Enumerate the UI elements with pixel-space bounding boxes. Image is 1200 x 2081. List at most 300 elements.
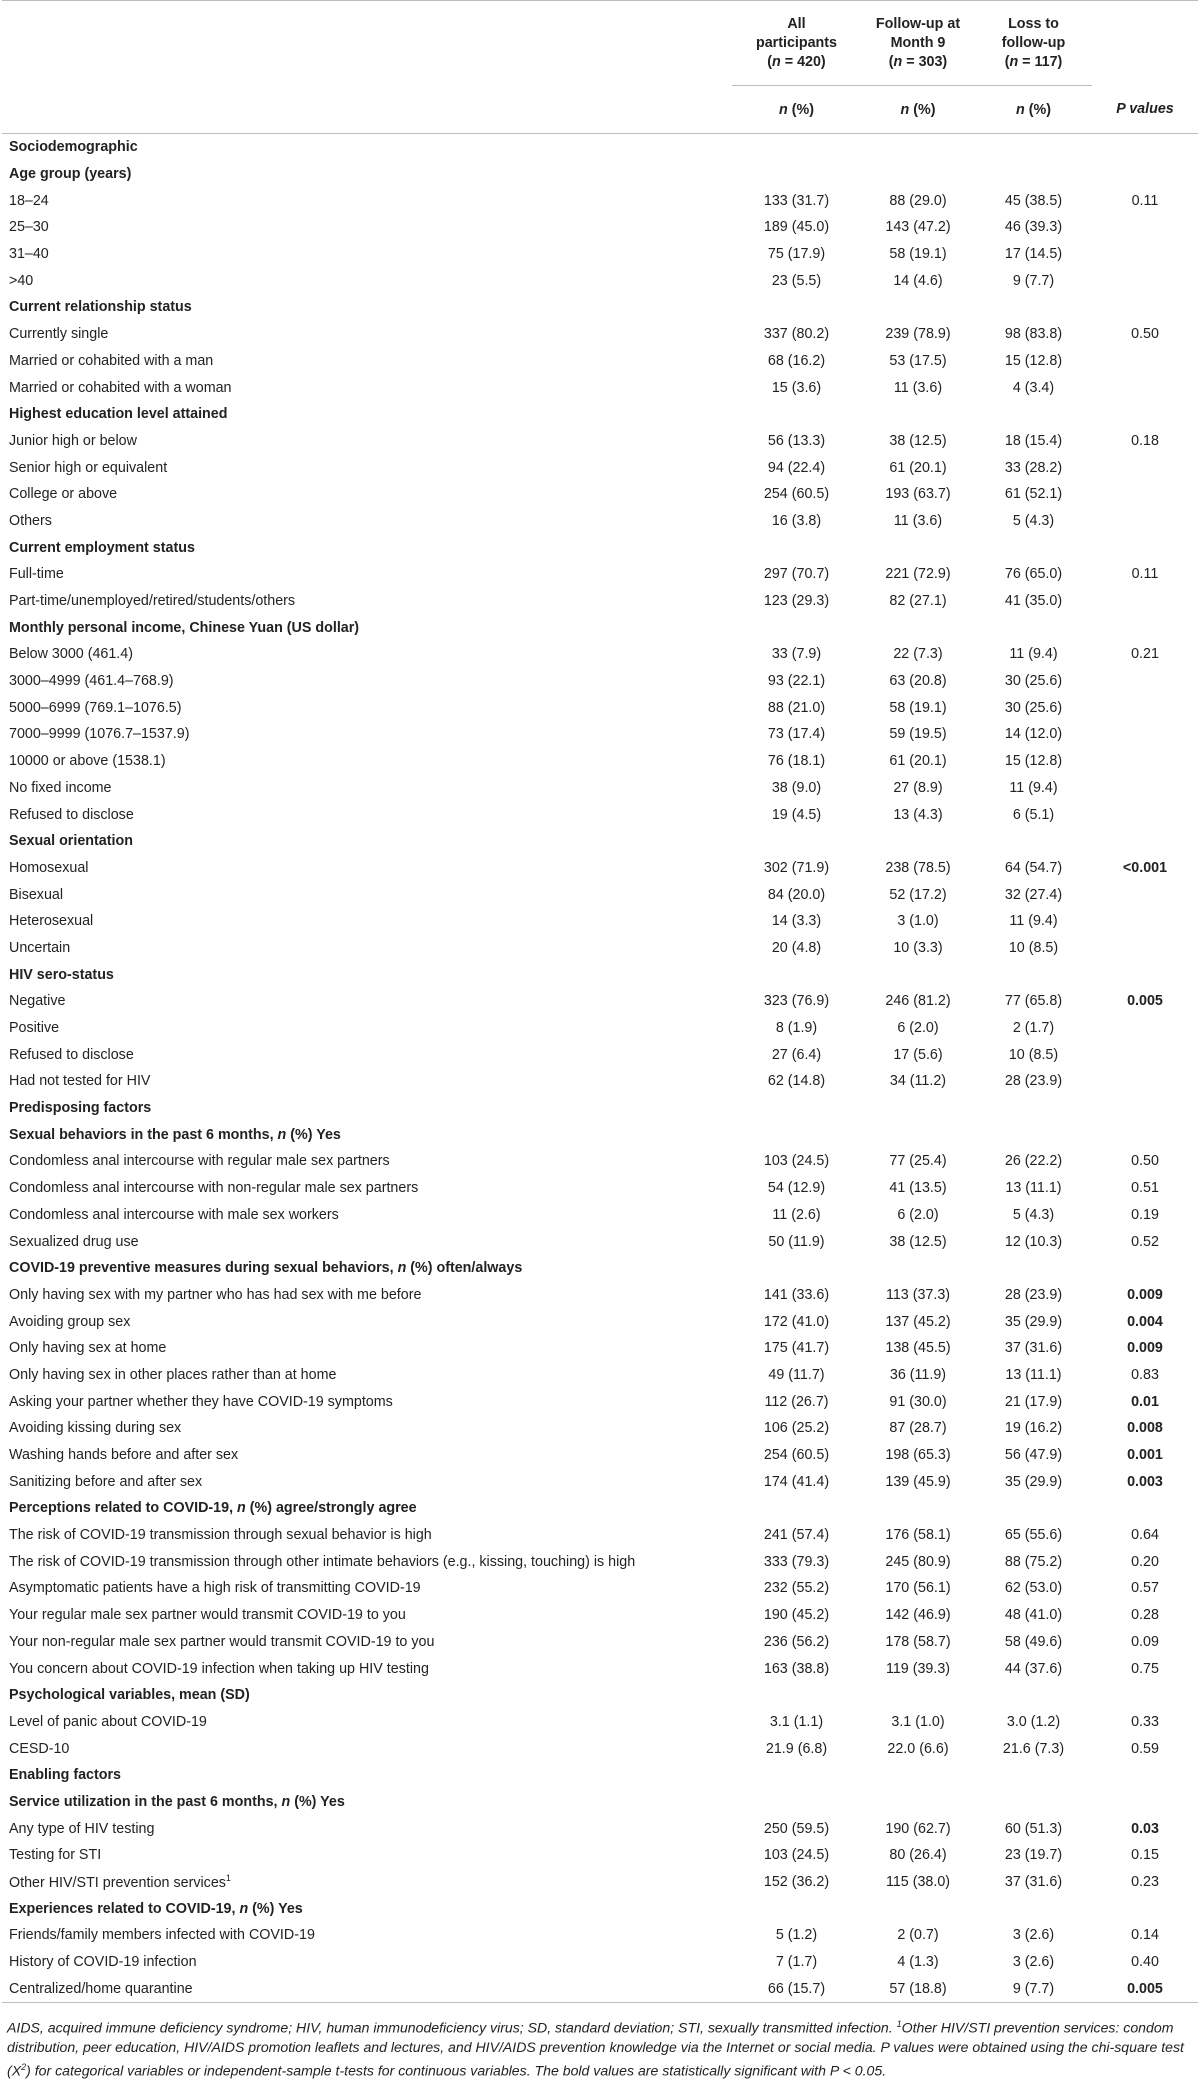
cell-follow-up: 119 (39.3) xyxy=(885,1660,951,1677)
cell-all: 16 (3.8) xyxy=(771,512,822,529)
cell-follow-up: 36 (11.9) xyxy=(889,1366,947,1383)
cell-lost: 5 (4.3) xyxy=(1012,1206,1055,1223)
row-label: Other HIV/STI prevention services$^1$ xyxy=(9,1873,231,1891)
cell-lost: 11 (9.4) xyxy=(1009,646,1058,663)
table-row xyxy=(2,1815,1198,1842)
cell-lost: 21.6 (7.3) xyxy=(1002,1740,1065,1757)
cell-lost: 3 (2.6) xyxy=(1012,1927,1055,1944)
category-label: Psychological variables, mean (SD) xyxy=(9,1687,250,1704)
cell-p-value: 0.83 xyxy=(1131,1366,1159,1383)
cell-lost: 14 (12.0) xyxy=(1004,726,1063,743)
footnote-marker: 1 xyxy=(225,1873,231,1884)
table-row xyxy=(2,561,1198,588)
cell-p-value: 0.004 xyxy=(1127,1313,1163,1330)
table-row xyxy=(2,1015,1198,1042)
row-label: Part-time/unemployed/retired/students/others xyxy=(9,593,296,610)
table-row xyxy=(2,1415,1198,1442)
cell-follow-up: 178 (58.7) xyxy=(885,1633,951,1650)
cell-follow-up: 77 (25.4) xyxy=(889,1153,947,1170)
cell-follow-up: 113 (37.3) xyxy=(885,1286,951,1303)
cell-lost: 6 (5.1) xyxy=(1012,806,1055,823)
cell-follow-up: 63 (20.8) xyxy=(889,673,947,690)
table-row xyxy=(2,1709,1198,1736)
row-label: The risk of COVID-19 transmission through other intimate behaviors (e.g., kissing, touching) is high xyxy=(9,1553,636,1570)
cell-lost: 11 (9.4) xyxy=(1009,779,1058,796)
cell-follow-up: 139 (45.9) xyxy=(885,1473,951,1490)
cell-all: 19 (4.5) xyxy=(771,806,822,823)
cell-follow-up: 6 (2.0) xyxy=(897,1020,939,1037)
cell-all: 88 (21.0) xyxy=(767,699,826,716)
cell-lost: 26 (22.2) xyxy=(1004,1153,1063,1170)
table-row xyxy=(2,1869,1198,1896)
cell-p-value: 0.21 xyxy=(1131,646,1159,663)
cell-follow-up: 58 (19.1) xyxy=(889,246,947,263)
table-row xyxy=(2,481,1198,508)
cell-follow-up: 57 (18.8) xyxy=(861,1975,975,2002)
row-label: Uncertain xyxy=(9,939,71,956)
cell-lost: 19 (16.2) xyxy=(1004,1420,1063,1437)
row-label: College or above xyxy=(9,486,118,503)
row-label: Your regular male sex partner would transmit COVID-19 to you xyxy=(9,1607,406,1624)
cell-all: 163 (38.8) xyxy=(763,1660,830,1677)
table-row xyxy=(2,1362,1198,1389)
cell-follow-up: 61 (20.1) xyxy=(889,459,947,476)
cell-p-value xyxy=(1092,508,1198,535)
row-label: Refused to disclose xyxy=(9,1046,134,1063)
category-row xyxy=(2,1255,1198,1282)
row-label: Junior high or below xyxy=(9,432,137,449)
table-row xyxy=(2,1602,1198,1629)
category-row xyxy=(2,614,1198,641)
category-label: Age group (years) xyxy=(9,166,132,183)
cell-lost: 98 (83.8) xyxy=(1004,326,1063,343)
cell-follow-up: 115 (38.0) xyxy=(885,1874,951,1891)
cell-p-value: 0.51 xyxy=(1131,1180,1159,1197)
table-row xyxy=(2,588,1198,615)
table-row xyxy=(2,348,1198,375)
table-row xyxy=(2,1842,1198,1869)
cell-lost: 60 (51.3) xyxy=(1004,1820,1063,1837)
row-label: 5000–6999 (769.1–1076.5) xyxy=(9,699,182,716)
row-label: You concern about COVID-19 infection when taking up HIV testing xyxy=(9,1660,429,1677)
cell-all: 8 (1.9) xyxy=(775,1020,818,1037)
cell-p-value xyxy=(1092,267,1198,294)
cell-follow-up: 41 (13.5) xyxy=(889,1180,947,1197)
cell-p-value xyxy=(1092,801,1198,828)
cell-all: 174 (41.4) xyxy=(763,1473,830,1490)
row-label: Your non-regular male sex partner would transmit COVID-19 to you xyxy=(9,1633,435,1650)
cell-p-value: 0.40 xyxy=(1131,1954,1159,1971)
cell-follow-up: 34 (11.2) xyxy=(889,1073,947,1090)
category-label: Sociodemographic xyxy=(9,139,138,156)
table-row xyxy=(2,855,1198,882)
cell-follow-up: 82 (27.1) xyxy=(889,593,947,610)
cell-all: 133 (31.7) xyxy=(763,192,830,209)
row-label: History of COVID-19 infection xyxy=(9,1954,197,1971)
cell-lost: 4 (3.4) xyxy=(1012,379,1055,396)
cell-lost: 11 (9.4) xyxy=(1009,913,1058,930)
row-label: Positive xyxy=(9,1020,60,1037)
cell-lost: 77 (65.8) xyxy=(1004,993,1063,1010)
cell-p-value: 0.57 xyxy=(1131,1580,1159,1597)
cell-p-value: 0.52 xyxy=(1131,1233,1159,1250)
cell-p-value: 0.50 xyxy=(1131,1153,1159,1170)
row-label: The risk of COVID-19 transmission through sexual behavior is high xyxy=(9,1527,432,1544)
table-body xyxy=(2,134,1198,2003)
cell-lost: 15 (12.8) xyxy=(1004,352,1063,369)
row-label: Sanitizing before and after sex xyxy=(9,1473,203,1490)
cell-all: 23 (5.5) xyxy=(771,272,822,289)
cell-p-value xyxy=(1092,1068,1198,1095)
cell-follow-up: 190 (62.7) xyxy=(885,1820,951,1837)
row-label: 3000–4999 (461.4–768.9) xyxy=(9,673,174,690)
cell-lost: 33 (28.2) xyxy=(1004,459,1063,476)
category-row xyxy=(2,1495,1198,1522)
table-row xyxy=(2,508,1198,535)
table-row xyxy=(2,374,1198,401)
cell-p-value: 0.15 xyxy=(1131,1847,1159,1864)
cell-follow-up: 142 (46.9) xyxy=(885,1607,951,1624)
cell-lost: 44 (37.6) xyxy=(1004,1660,1063,1677)
table-row xyxy=(2,1468,1198,1495)
cell-follow-up: 22 (7.3) xyxy=(893,646,943,663)
cell-all: 27 (6.4) xyxy=(771,1046,822,1063)
row-label: Currently single xyxy=(9,326,109,343)
cell-all: 94 (22.4) xyxy=(767,459,826,476)
table-row xyxy=(2,775,1198,802)
cell-p-value: 0.33 xyxy=(1131,1713,1159,1730)
cell-lost: 13 (11.1) xyxy=(1005,1366,1062,1383)
category-row xyxy=(2,134,1198,161)
cell-lost: 10 (8.5) xyxy=(1008,939,1059,956)
cell-lost: 30 (25.6) xyxy=(1004,699,1063,716)
cell-all: 323 (76.9) xyxy=(763,993,830,1010)
cell-follow-up: 91 (30.0) xyxy=(889,1393,947,1410)
table-row xyxy=(2,1068,1198,1095)
cell-lost: 23 (19.7) xyxy=(1004,1847,1063,1864)
cell-lost: 45 (38.5) xyxy=(1004,192,1063,209)
cell-p-value: 0.14 xyxy=(1131,1927,1159,1944)
cell-lost: 9 (7.7) xyxy=(975,1975,1092,2002)
row-label: 18–24 xyxy=(9,192,49,209)
cell-lost: 76 (65.0) xyxy=(1004,566,1063,583)
row-label: Condomless anal intercourse with male sex workers xyxy=(9,1206,339,1223)
category-label: Enabling factors xyxy=(9,1767,122,1784)
cell-all: 14 (3.3) xyxy=(771,913,822,930)
cell-p-value: 0.19 xyxy=(1131,1206,1159,1223)
cell-all: 232 (55.2) xyxy=(763,1580,830,1597)
cell-all: 152 (36.2) xyxy=(763,1874,830,1891)
table-row xyxy=(2,935,1198,962)
table-row xyxy=(2,1975,1198,2002)
cell-lost: 12 (10.3) xyxy=(1004,1233,1063,1250)
cell-p-value xyxy=(1092,1041,1198,1068)
table-row xyxy=(2,881,1198,908)
row-label: Only having sex in other places rather than at home xyxy=(9,1366,337,1383)
cell-p-value: 0.28 xyxy=(1131,1607,1159,1624)
category-row xyxy=(2,534,1198,561)
category-row xyxy=(2,828,1198,855)
cell-follow-up: 59 (19.5) xyxy=(889,726,947,743)
row-label: Condomless anal intercourse with non-regular male sex partners xyxy=(9,1180,419,1197)
cell-p-value xyxy=(1092,454,1198,481)
cell-lost: 88 (75.2) xyxy=(1004,1553,1063,1570)
table-row xyxy=(2,214,1198,241)
table-row xyxy=(2,1735,1198,1762)
cell-follow-up: 245 (80.9) xyxy=(885,1553,951,1570)
cell-p-value: 0.008 xyxy=(1127,1420,1163,1437)
cell-all: 250 (59.5) xyxy=(763,1820,830,1837)
cell-follow-up: 13 (4.3) xyxy=(893,806,943,823)
cell-all: 241 (57.4) xyxy=(763,1527,830,1544)
cell-all: 254 (60.5) xyxy=(763,1447,830,1464)
row-label: Refused to disclose xyxy=(9,806,134,823)
cell-follow-up: 138 (45.5) xyxy=(885,1340,951,1357)
cell-all: 75 (17.9) xyxy=(767,246,826,263)
cell-lost: 17 (14.5) xyxy=(1004,246,1063,263)
cell-all: 103 (24.5) xyxy=(763,1153,830,1170)
table-row xyxy=(2,321,1198,348)
table-row xyxy=(2,267,1198,294)
row-label: Full-time xyxy=(9,566,64,583)
category-row xyxy=(2,1121,1198,1148)
row-label: Avoiding group sex xyxy=(9,1313,131,1330)
cell-lost: 61 (52.1) xyxy=(1004,486,1063,503)
cell-all: 15 (3.6) xyxy=(771,379,822,396)
row-label: Heterosexual xyxy=(9,913,94,930)
cell-lost: 48 (41.0) xyxy=(1004,1607,1063,1624)
table-row xyxy=(2,1282,1198,1309)
cell-p-value xyxy=(1092,241,1198,268)
cell-follow-up: 193 (63.7) xyxy=(885,486,951,503)
cell-p-value xyxy=(1092,1015,1198,1042)
cell-p-value xyxy=(1092,694,1198,721)
cell-follow-up: 11 (3.6) xyxy=(893,379,943,396)
table-row xyxy=(2,641,1198,668)
table-row xyxy=(2,1442,1198,1469)
cell-follow-up: 3.1 (1.0) xyxy=(891,1713,945,1730)
cell-follow-up: 87 (28.7) xyxy=(889,1420,947,1437)
cell-all: 189 (45.0) xyxy=(763,219,830,236)
row-label: Condomless anal intercourse with regular male sex partners xyxy=(9,1153,390,1170)
cell-p-value: 0.23 xyxy=(1131,1874,1159,1891)
cell-lost: 15 (12.8) xyxy=(1004,753,1063,770)
category-row xyxy=(2,1762,1198,1789)
table-row xyxy=(2,988,1198,1015)
table-row xyxy=(2,1388,1198,1415)
cell-all: 3.1 (1.1) xyxy=(769,1713,824,1730)
cell-p-value: 0.11 xyxy=(1131,192,1159,209)
cell-follow-up: 27 (8.9) xyxy=(893,779,943,796)
table-row xyxy=(2,1175,1198,1202)
category-label: Current employment status xyxy=(9,539,195,556)
row-label: Senior high or equivalent xyxy=(9,459,168,476)
cell-all: 49 (11.7) xyxy=(768,1366,825,1383)
category-row xyxy=(2,294,1198,321)
cell-lost: 58 (49.6) xyxy=(1004,1633,1063,1650)
cell-all: 62 (14.8) xyxy=(767,1073,826,1090)
cell-all: 21.9 (6.8) xyxy=(765,1740,828,1757)
cell-all: 254 (60.5) xyxy=(763,486,830,503)
category-label: Predisposing factors xyxy=(9,1100,152,1117)
cell-p-value xyxy=(1092,481,1198,508)
table-row xyxy=(2,1308,1198,1335)
cell-p-value xyxy=(1092,935,1198,962)
subheader-n-follow-up: n (%) xyxy=(861,86,975,134)
row-label: Others xyxy=(9,512,52,529)
table-row xyxy=(2,1575,1198,1602)
header-row xyxy=(2,1,1198,86)
cell-p-value xyxy=(1092,668,1198,695)
cell-all: 236 (56.2) xyxy=(763,1633,830,1650)
category-row xyxy=(2,1895,1198,1922)
category-label: Perceptions related to COVID-19, n (%) agree/strongly agree xyxy=(9,1500,417,1517)
cell-all: 54 (12.9) xyxy=(767,1180,826,1197)
cell-p-value: 0.005 xyxy=(1127,993,1163,1010)
cell-lost: 10 (8.5) xyxy=(1008,1046,1059,1063)
table-row xyxy=(2,1041,1198,1068)
cell-all: 38 (9.0) xyxy=(771,779,822,796)
category-row xyxy=(2,161,1198,188)
cell-lost: 46 (39.3) xyxy=(1004,219,1063,236)
cell-follow-up: 221 (72.9) xyxy=(885,566,951,583)
cell-all: 141 (33.6) xyxy=(763,1286,830,1303)
table-row xyxy=(2,1202,1198,1229)
table-row xyxy=(2,1522,1198,1549)
row-label: Any type of HIV testing xyxy=(9,1820,155,1837)
row-label: Asymptomatic patients have a high risk of transmitting COVID-19 xyxy=(9,1580,421,1597)
table-row xyxy=(2,668,1198,695)
cell-all: 333 (79.3) xyxy=(763,1553,830,1570)
row-label: 10000 or above (1538.1) xyxy=(9,753,166,770)
cell-lost: 13 (11.1) xyxy=(1005,1180,1062,1197)
cell-follow-up: 22.0 (6.6) xyxy=(887,1740,949,1757)
cell-all: 20 (4.8) xyxy=(771,939,822,956)
cell-lost: 18 (15.4) xyxy=(1004,432,1063,449)
cell-follow-up: 137 (45.2) xyxy=(885,1313,951,1330)
cell-all: 11 (2.6) xyxy=(772,1206,821,1223)
cell-p-value xyxy=(1092,908,1198,935)
table-row xyxy=(2,1629,1198,1656)
cell-p-value xyxy=(1092,775,1198,802)
cell-follow-up: 2 (0.7) xyxy=(897,1927,939,1944)
table-row xyxy=(2,721,1198,748)
cell-p-value: 0.005 xyxy=(1092,1975,1198,2002)
characteristics-table xyxy=(2,0,1198,2003)
cell-follow-up: 88 (29.0) xyxy=(889,192,947,209)
cell-all: 56 (13.3) xyxy=(767,432,826,449)
cell-p-value xyxy=(1092,588,1198,615)
row-label: Asking your partner whether they have COVID-19 symptoms xyxy=(9,1393,393,1410)
cell-p-value: 0.50 xyxy=(1131,326,1159,343)
cell-all: 76 (18.1) xyxy=(767,753,826,770)
cell-all: 7 (1.7) xyxy=(775,1954,818,1971)
cell-follow-up: 198 (65.3) xyxy=(885,1447,951,1464)
cell-p-value xyxy=(1092,881,1198,908)
row-label: Married or cohabited with a woman xyxy=(9,379,232,396)
cell-all: 5 (1.2) xyxy=(775,1927,818,1944)
category-label: Monthly personal income, Chinese Yuan (US dollar) xyxy=(9,619,360,636)
cell-lost: 41 (35.0) xyxy=(1004,593,1063,610)
subheader-n-lost: n (%) xyxy=(975,86,1092,134)
row-label: Friends/family members infected with COVID-19 xyxy=(9,1927,315,1944)
table-row xyxy=(2,454,1198,481)
row-label: 7000–9999 (1076.7–1537.9) xyxy=(9,726,190,743)
cell-follow-up: 238 (78.5) xyxy=(885,859,951,876)
row-label: 31–40 xyxy=(9,246,49,263)
subheader-row xyxy=(2,86,1198,134)
cell-p-value: 0.03 xyxy=(1131,1820,1159,1837)
cell-all: 106 (25.2) xyxy=(763,1420,830,1437)
row-label: Washing hands before and after sex xyxy=(9,1447,239,1464)
cell-all: 175 (41.7) xyxy=(763,1340,830,1357)
row-label: Homosexual xyxy=(9,859,89,876)
cell-all: 68 (16.2) xyxy=(767,352,826,369)
category-label: COVID-19 preventive measures during sexual behaviors, n (%) often/always xyxy=(9,1260,523,1277)
cell-lost: 28 (23.9) xyxy=(1004,1286,1063,1303)
cell-lost: 32 (27.4) xyxy=(1004,886,1063,903)
table-row xyxy=(2,187,1198,214)
cell-all: 112 (26.7) xyxy=(764,1393,829,1410)
cell-all: 66 (15.7) xyxy=(732,1975,861,2002)
cell-p-value: 0.75 xyxy=(1131,1660,1159,1677)
cell-p-value: 0.01 xyxy=(1131,1393,1159,1410)
cell-follow-up: 17 (5.6) xyxy=(893,1046,943,1063)
cell-lost: 64 (54.7) xyxy=(1004,859,1063,876)
cell-follow-up: 80 (26.4) xyxy=(889,1847,947,1864)
category-row xyxy=(2,1095,1198,1122)
cell-follow-up: 53 (17.5) xyxy=(889,352,947,369)
table-row xyxy=(2,801,1198,828)
cell-all: 33 (7.9) xyxy=(771,646,822,663)
row-label: Negative xyxy=(9,993,66,1010)
cell-lost: 3 (2.6) xyxy=(1012,1954,1055,1971)
cell-lost: 30 (25.6) xyxy=(1004,673,1063,690)
table-row xyxy=(2,1655,1198,1682)
cell-p-value: 0.11 xyxy=(1131,566,1159,583)
cell-p-value: 0.18 xyxy=(1131,432,1159,449)
row-label: Level of panic about COVID-19 xyxy=(9,1713,207,1730)
row-label: Centralized/home quarantine xyxy=(2,1975,732,2002)
category-row xyxy=(2,961,1198,988)
header-blank xyxy=(2,1,732,86)
category-row xyxy=(2,1789,1198,1816)
table-row xyxy=(2,908,1198,935)
table-row xyxy=(2,1949,1198,1976)
header-loss-to-follow-up: Loss to follow-up (n = 117) xyxy=(975,1,1092,86)
row-label: Only having sex at home xyxy=(9,1340,167,1357)
header-follow-up: Follow-up at Month 9 (n = 303) xyxy=(861,1,975,86)
row-label: 25–30 xyxy=(9,219,49,236)
row-label: Testing for STI xyxy=(9,1847,102,1864)
row-label: Avoiding kissing during sex xyxy=(9,1420,182,1437)
category-label: Sexual behaviors in the past 6 months, n (%) Yes xyxy=(9,1126,341,1143)
subheader-n-all: n (%) xyxy=(732,86,861,134)
cell-all: 50 (11.9) xyxy=(768,1233,825,1250)
cell-follow-up: 14 (4.6) xyxy=(893,272,943,289)
row-label: CESD-10 xyxy=(9,1740,70,1757)
cell-all: 172 (41.0) xyxy=(763,1313,830,1330)
cell-p-value: 0.20 xyxy=(1131,1553,1159,1570)
cell-lost: 3.0 (1.2) xyxy=(1006,1713,1061,1730)
cell-lost: 21 (17.9) xyxy=(1004,1393,1063,1410)
cell-lost: 2 (1.7) xyxy=(1012,1020,1055,1037)
cell-p-value: 0.009 xyxy=(1127,1340,1163,1357)
cell-p-value xyxy=(1092,374,1198,401)
header-all-participants: All participants (n = 420) xyxy=(732,1,861,86)
cell-follow-up: 38 (12.5) xyxy=(889,1233,947,1250)
table-row xyxy=(2,1148,1198,1175)
